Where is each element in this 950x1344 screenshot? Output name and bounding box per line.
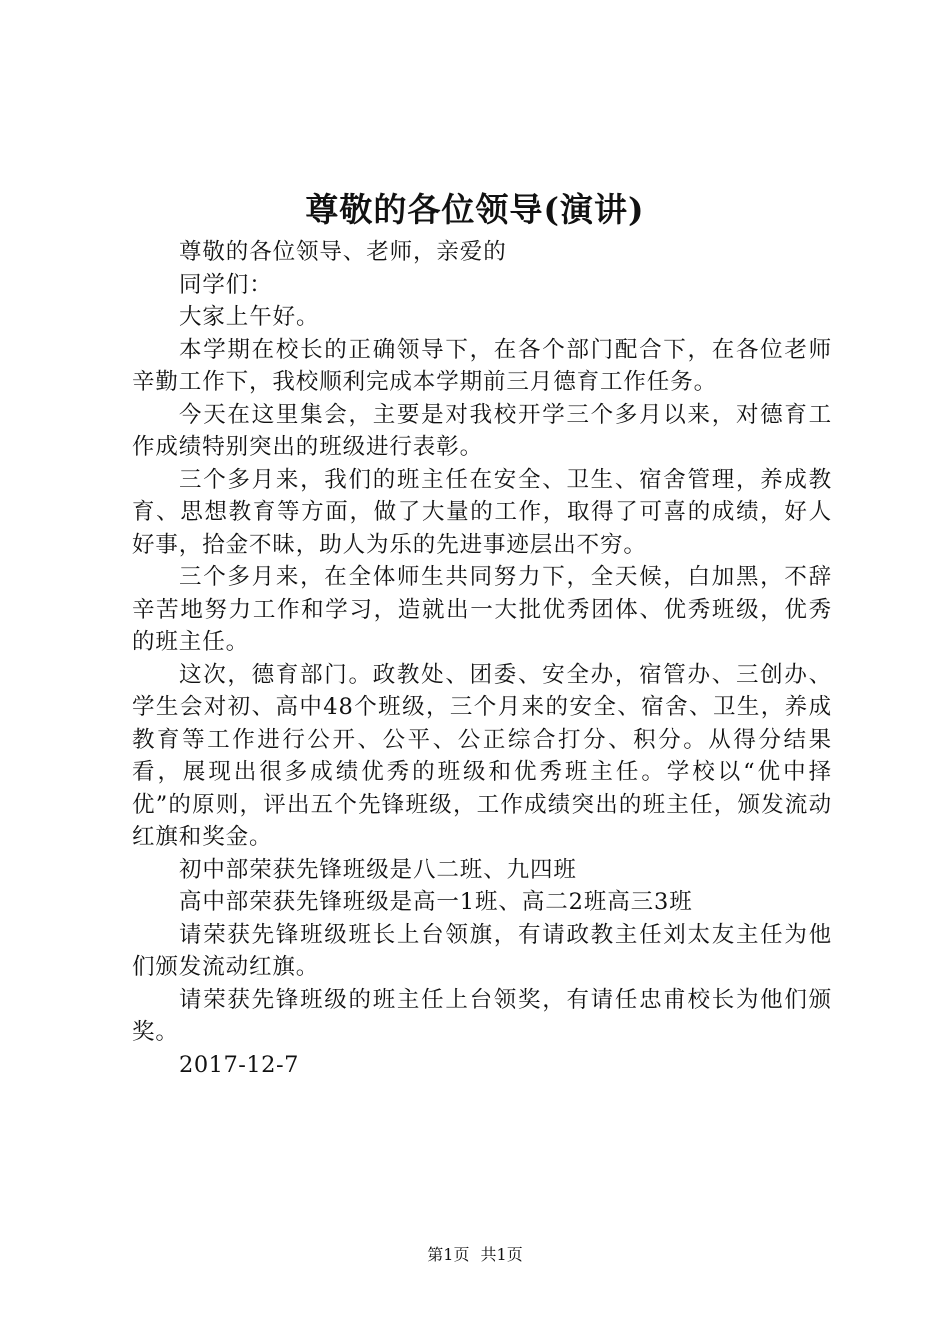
paragraph: 初中部荣获先锋班级是八二班、九四班 <box>179 856 577 883</box>
paragraph: 三个多月来，我们的班主任在安全、卫生、宿舍管理，养成教育、思想教育等方面，做了大量的工作，取得了可喜的成绩，好人好事，拾金不昧，助人为乐的先进事迹层出不穷。 <box>132 466 832 558</box>
paragraph-salutation: 尊敬的各位领导、老师，亲爱的 <box>179 239 507 265</box>
page-number: 第1页 <box>427 1245 470 1264</box>
page-title: 尊敬的各位领导(演讲) <box>305 190 645 229</box>
paragraph: 高中部荣获先锋班级是高一1班、高二2班高三3班 <box>179 889 693 915</box>
paragraph-salutation-cont: 同学们： <box>179 271 273 298</box>
paragraph: 本学期在校长的正确领导下，在各个部门配合下，在各位老师辛勤工作下，我校顺利完成本学期前三月德育工作任务。 <box>132 336 832 395</box>
page-total: 共1页 <box>480 1245 523 1264</box>
paragraph-greeting: 大家上午好。 <box>179 304 320 330</box>
paragraph: 三个多月来，在全体师生共同努力下，全天候，白加黑，不辞辛苦地努力工作和学习，造就出一大批优秀团体、优秀班级，优秀的班主任。 <box>132 564 832 655</box>
paragraph: 今天在这里集会，主要是对我校开学三个多月以来，对德育工作成绩特别突出的班级进行表彰。 <box>132 401 832 460</box>
paragraph: 这次，德育部门。政教处、团委、安全办，宿管办、三创办、学生会对初、高中48个班级，三个月来的安全、宿舍、卫生，养成教育等工作进行公开、公平、公正综合打分、积分。从得分结果看，展现出很多成绩优秀的班级和优秀班主任。学校以“优中择优”的原则，评出五个先锋班级，工作成绩突出的班主任，颁发流动红旗和奖金。 <box>132 661 832 850</box>
page-footer <box>0 1244 950 1266</box>
document-date: 2017-12-7 <box>179 1051 299 1078</box>
paragraph: 请荣获先锋班级班长上台领旗，有请政教主任刘太友主任为他们颁发流动红旗。 <box>132 921 832 980</box>
paragraph: 请荣获先锋班级的班主任上台领奖，有请任忠甫校长为他们颁奖。 <box>132 986 832 1045</box>
document-body <box>132 236 832 1081</box>
